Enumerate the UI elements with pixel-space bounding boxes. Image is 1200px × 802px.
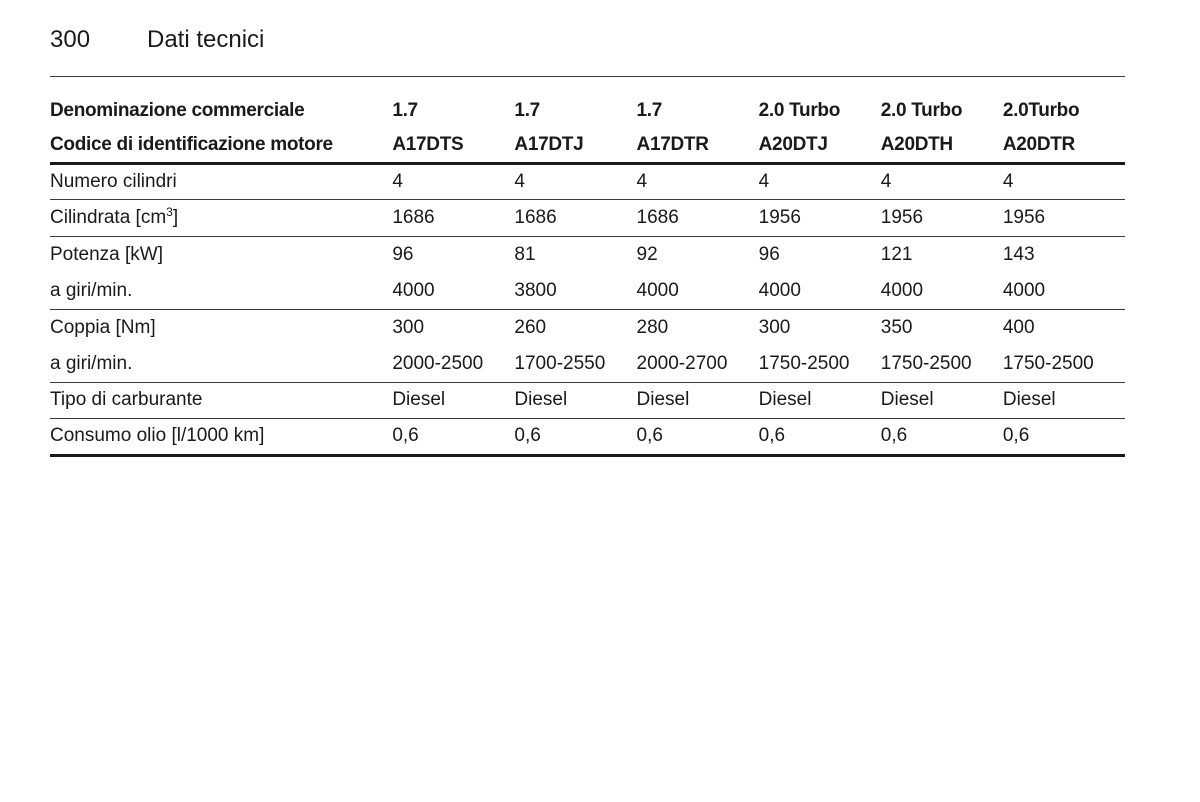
table-cell: 4000 [881,273,1003,310]
table-cell: 0,6 [392,419,514,456]
page-header [50,24,1125,77]
table-row [50,309,1125,346]
table-cell: 4 [1003,163,1125,200]
header-cell: A17DTJ [514,128,636,163]
table-cell: 4 [392,163,514,200]
page-title: Dati tecnici [147,26,265,53]
header-cell: 1.7 [514,99,540,121]
table-cell: 350 [880,316,913,338]
table-cell: 1956 [1003,200,1125,237]
header-cell: A20DTH [881,128,1003,163]
table-cell: Diesel [881,382,1003,419]
table-cell: 121 [880,243,913,265]
table-cell: 4000 [637,273,759,310]
table-row [50,419,1125,456]
table-cell: Diesel [1003,382,1125,419]
row-label: a giri/min. [50,273,392,310]
header-cell: A17DTR [637,128,759,163]
table-cell: 1750-2500 [759,346,881,383]
table-row [50,346,1125,383]
table-cell: Diesel [392,382,514,419]
table-cell: 4 [637,163,759,200]
table-cell: 3800 [514,273,636,310]
row-label: Consumo olio [l/1000 km] [50,419,392,456]
superscript: 3 [166,204,173,219]
row-label [50,200,392,237]
table-cell: 0,6 [637,419,759,456]
table-cell: 1686 [514,200,636,237]
header-cell: 2.0 Turbo [880,99,963,121]
row-label-text: Cilindrata [cm [50,206,167,228]
header-cell: 2.0Turbo [1002,99,1080,121]
table-cell: 1700-2550 [514,346,636,383]
table-cell: 143 [1002,243,1035,265]
row-label: Potenza [kW] [50,243,163,265]
row-label: Numero cilindri [50,163,392,200]
table-cell: 4000 [759,273,881,310]
table-cell: 96 [392,243,414,265]
header-row-engine-code [50,128,1125,163]
table-cell: 1686 [392,200,514,237]
row-label: a giri/min. [50,346,392,383]
table-cell: 0,6 [1003,419,1125,456]
table-cell: 4 [759,163,881,200]
table-cell: 400 [1002,316,1035,338]
header-cell: A20DTJ [759,128,881,163]
header-label: Codice di identificazione motore [50,128,392,163]
table-cell: 1750-2500 [1003,346,1125,383]
row-label: Coppia [Nm] [50,316,156,338]
row-label-suffix: ] [172,206,179,228]
table-cell: 280 [636,316,669,338]
header-cell: A20DTR [1003,128,1125,163]
table-cell: 4 [881,163,1003,200]
table-cell: 260 [514,316,547,338]
table-cell: 300 [758,316,791,338]
table-cell: 92 [636,243,658,265]
header-cell: 2.0 Turbo [758,99,841,121]
table-cell: 4000 [392,273,514,310]
table-cell: 4000 [1003,273,1125,310]
table-cell: 0,6 [881,419,1003,456]
table-cell: 1686 [637,200,759,237]
row-label: Tipo di carburante [50,382,392,419]
table-cell: 96 [758,243,780,265]
table-cell: 1956 [881,200,1003,237]
header-cell: 1.7 [636,99,663,121]
page-number: 300 [50,26,91,53]
table-cell: 2000-2500 [392,346,514,383]
table-cell: 4 [514,163,636,200]
table-cell: 300 [392,316,425,338]
header-label: Denominazione commerciale [50,99,305,121]
table-cell: 1750-2500 [881,346,1003,383]
table-row [50,163,1125,200]
table-cell: 2000-2700 [637,346,759,383]
table-cell: 81 [514,243,536,265]
header-cell: A17DTS [392,128,514,163]
table-cell: 1956 [759,200,881,237]
table-row [50,382,1125,419]
table-cell: 0,6 [759,419,881,456]
engine-specs-table [50,93,1125,457]
header-cell: 1.7 [392,99,418,121]
table-row [50,236,1125,273]
header-row-trade-name [50,93,1125,128]
table-cell: Diesel [759,382,881,419]
table-cell: Diesel [514,382,636,419]
table-row [50,273,1125,310]
table-row [50,200,1125,237]
table-cell: 0,6 [514,419,636,456]
table-cell: Diesel [637,382,759,419]
